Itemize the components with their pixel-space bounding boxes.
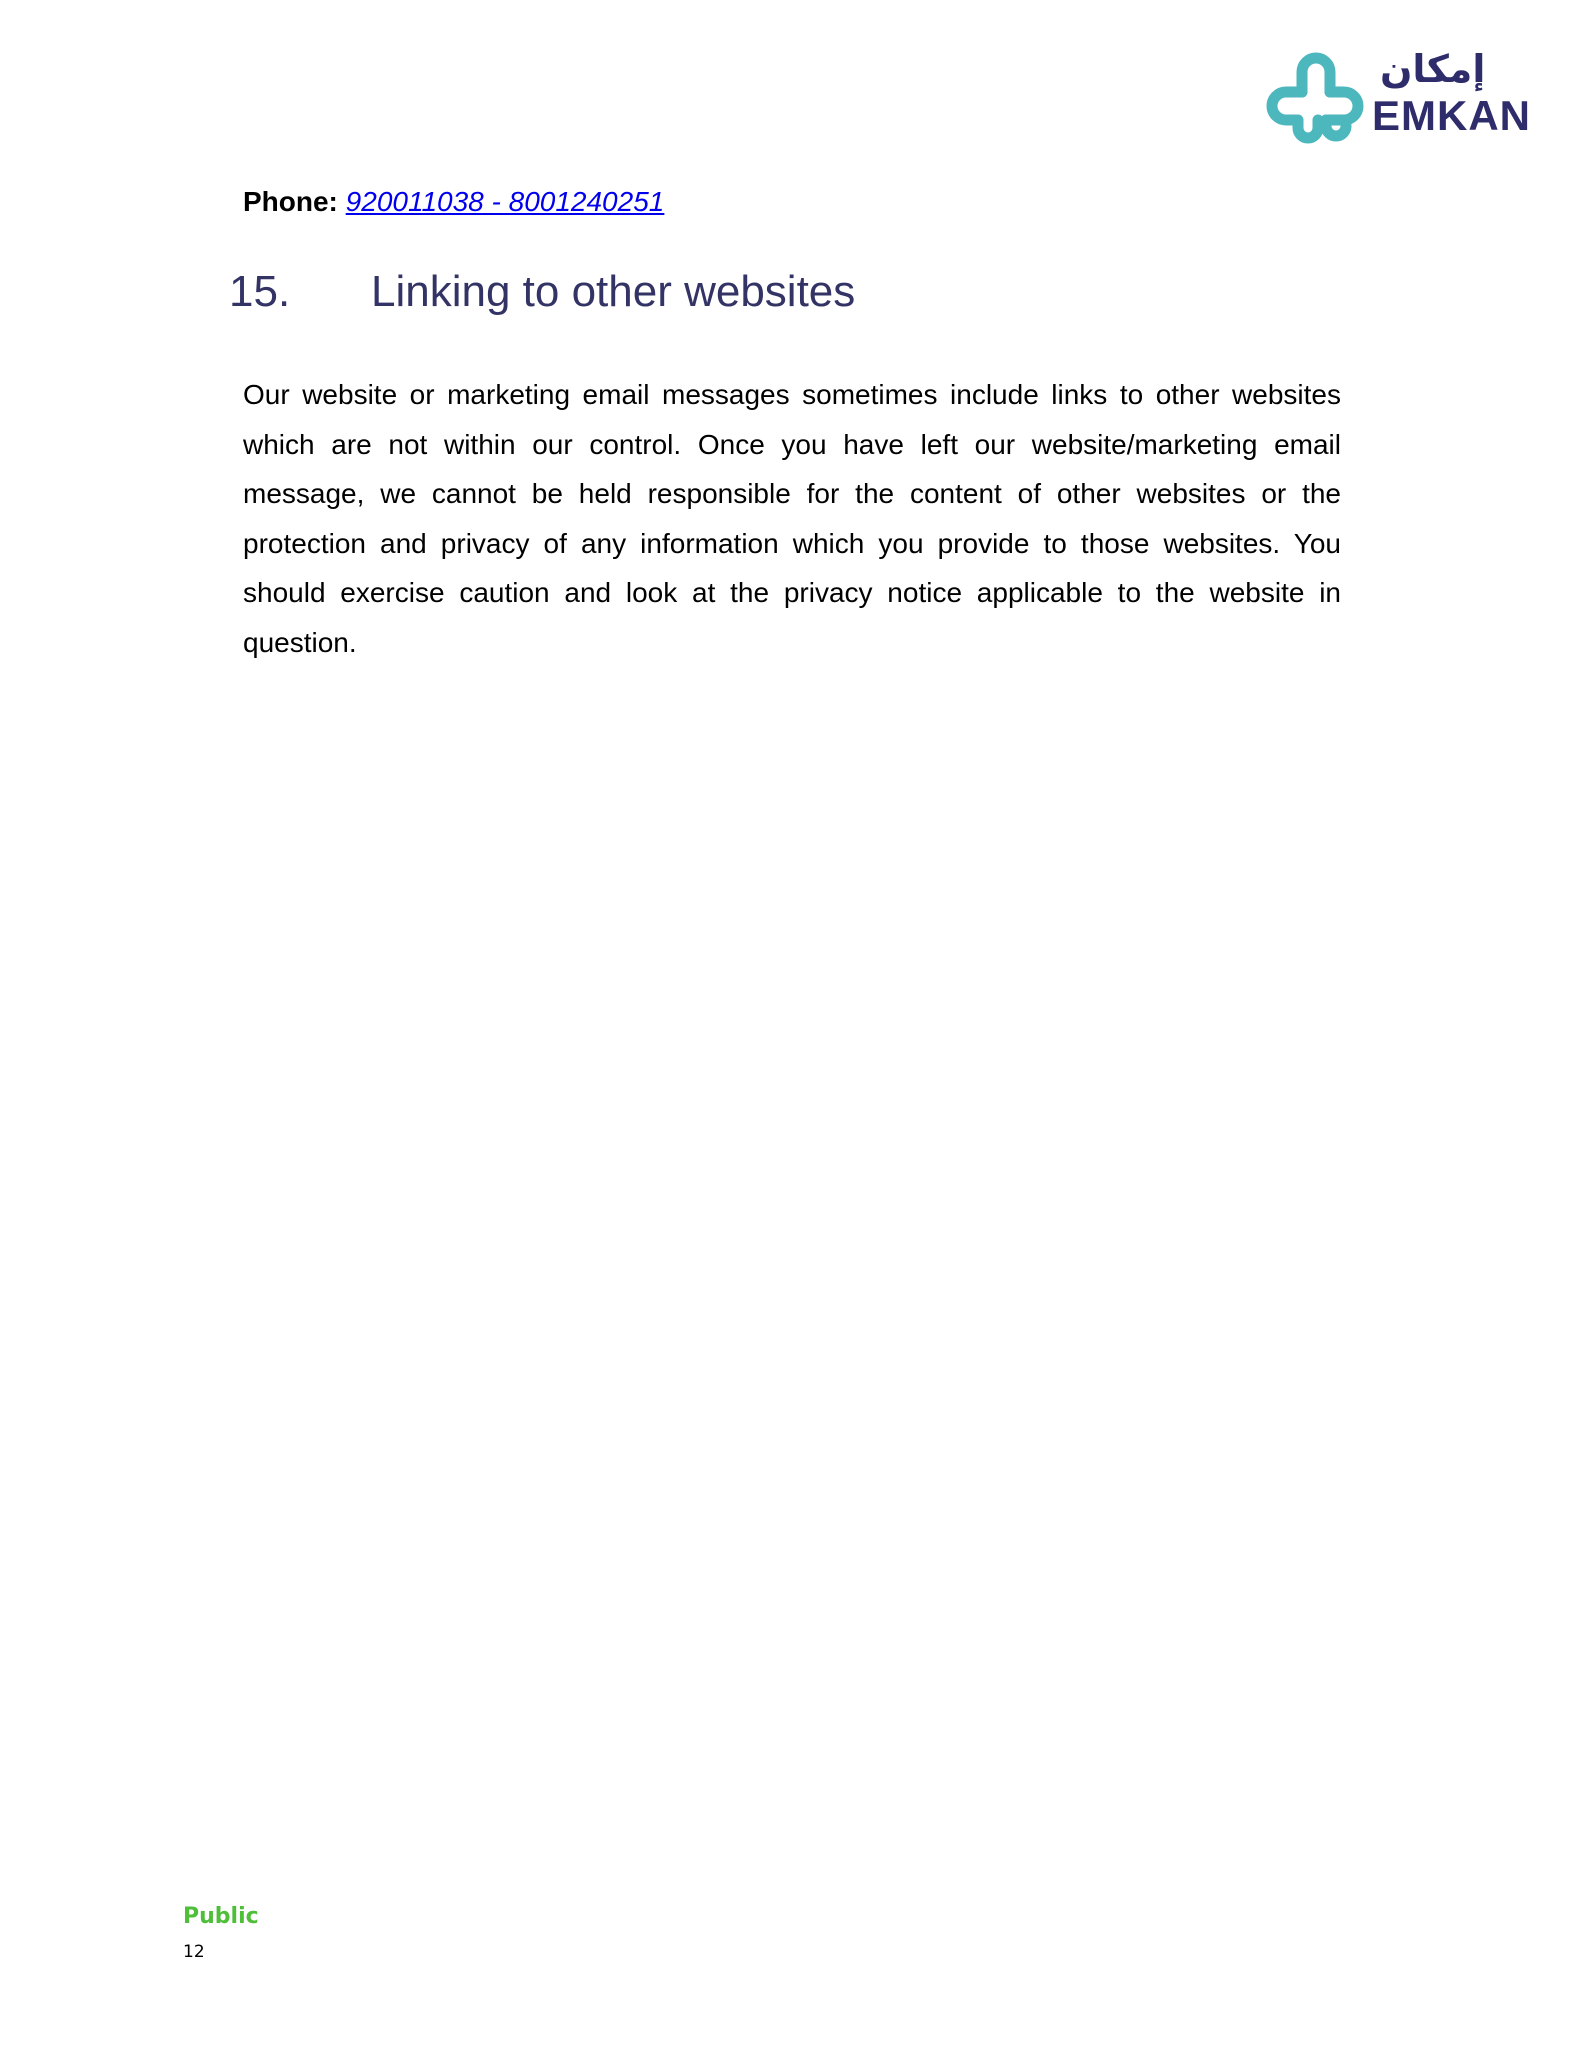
section-number: 15.	[229, 267, 291, 316]
phone-line	[243, 186, 664, 218]
phone-link[interactable]: 920011038 - 8001240251	[345, 186, 665, 217]
page-number: 12	[183, 1942, 205, 1962]
emkan-cloud-logo-icon	[1262, 48, 1372, 148]
logo-arabic-wordmark: إمكان	[1380, 47, 1486, 91]
emkan-logo	[1262, 47, 1531, 148]
section-title: Linking to other websites	[371, 267, 856, 316]
section-body-paragraph: Our website or marketing email messages sometimes include links to other websites which are not within our control. Once you have left our website/marketing email message, we cannot be held responsible for the content of other websites or the protection and privacy of any information which you provide to those websites. You should exercise caution and look at the privacy notice applicable to the website in question.	[243, 379, 1341, 658]
section-heading	[229, 266, 855, 318]
phone-label: Phone:	[243, 186, 338, 217]
logo-english-wordmark: EMKAN	[1372, 92, 1531, 139]
classification-label: Public	[183, 1904, 259, 1929]
